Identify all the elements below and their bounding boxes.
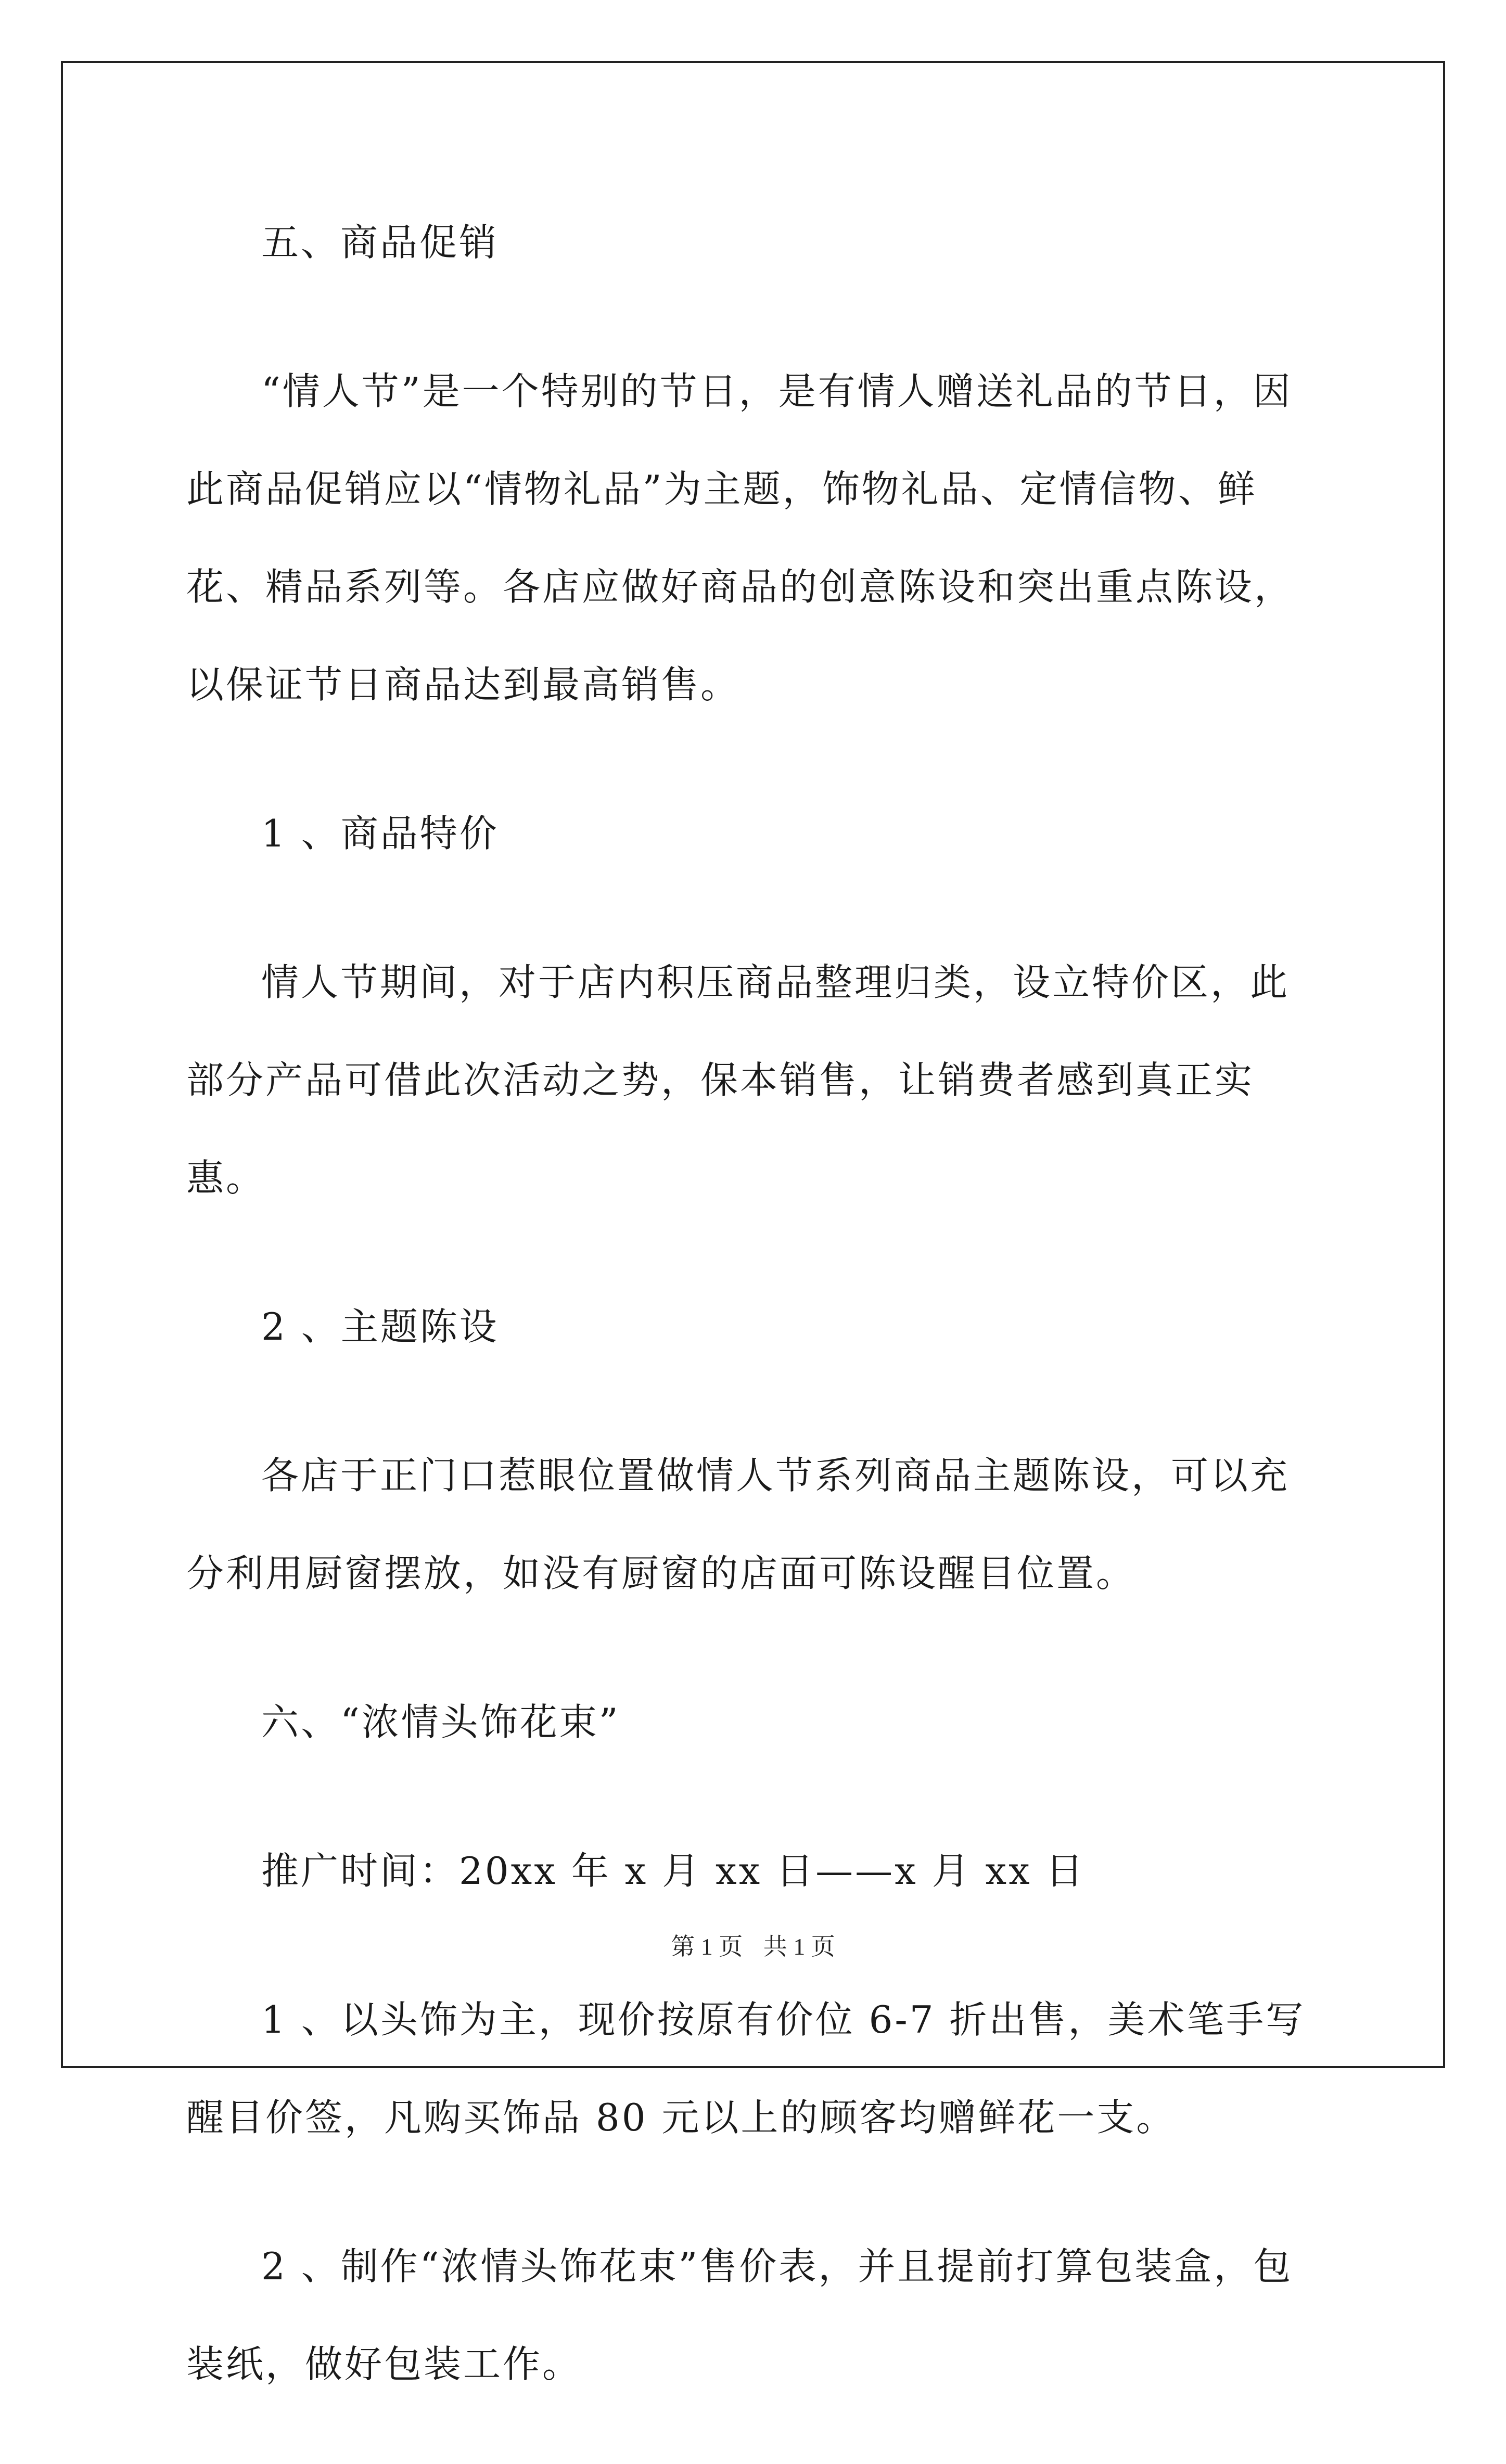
document-body xyxy=(186,194,1327,2464)
subheading-theme-display: 2 、主题陈设 xyxy=(261,1305,499,1349)
item-2-price-list: 2 、制作“浓情头饰花束”售价表，并且提前打算包装盒，包装纸，做好包装工作。 xyxy=(186,2244,1293,2386)
heading-section-5: 五、商品促销 xyxy=(261,221,499,264)
paragraph-intro: “情人节”是一个特别的节日，是有情人赠送礼品的节日，因此商品促销应以“情物礼品”为主题，饰物礼品、定情信物、鲜花、精品系列等。各店应做好商品的创意陈设和突出重点陈设，以保证节日商品达到最高销售。 xyxy=(186,369,1294,707)
page-number: 第 1 页 xyxy=(671,1933,743,1960)
item-1-headwear: 1 、以头饰为主，现价按原有价位 6-7 折出售，美术笔手写醒目价签，凡购买饰品 80 元以上的顾客均赠鲜花一支。 xyxy=(186,1998,1306,2139)
paragraph-special-price: 情人节期间，对于店内积压商品整理归类，设立特价区，此部分产品可借此次活动之势，保本销售，让销费者感到真正实惠。 xyxy=(186,960,1290,1200)
page-footer xyxy=(0,1931,1506,1962)
subheading-special-price: 1 、商品特价 xyxy=(261,812,499,855)
promotion-time: 推广时间：20xx 年 x 月 xx 日——x 月 xx 日 xyxy=(261,1849,1086,1893)
paragraph-theme-display: 各店于正门口惹眼位置做情人节系列商品主题陈设，可以充分利用厨窗摆放，如没有厨窗的店面可陈设醒目位置。 xyxy=(186,1454,1290,1595)
total-pages: 共 1 页 xyxy=(763,1933,835,1960)
heading-section-6: 六、“浓情头饰花束” xyxy=(261,1700,620,1744)
